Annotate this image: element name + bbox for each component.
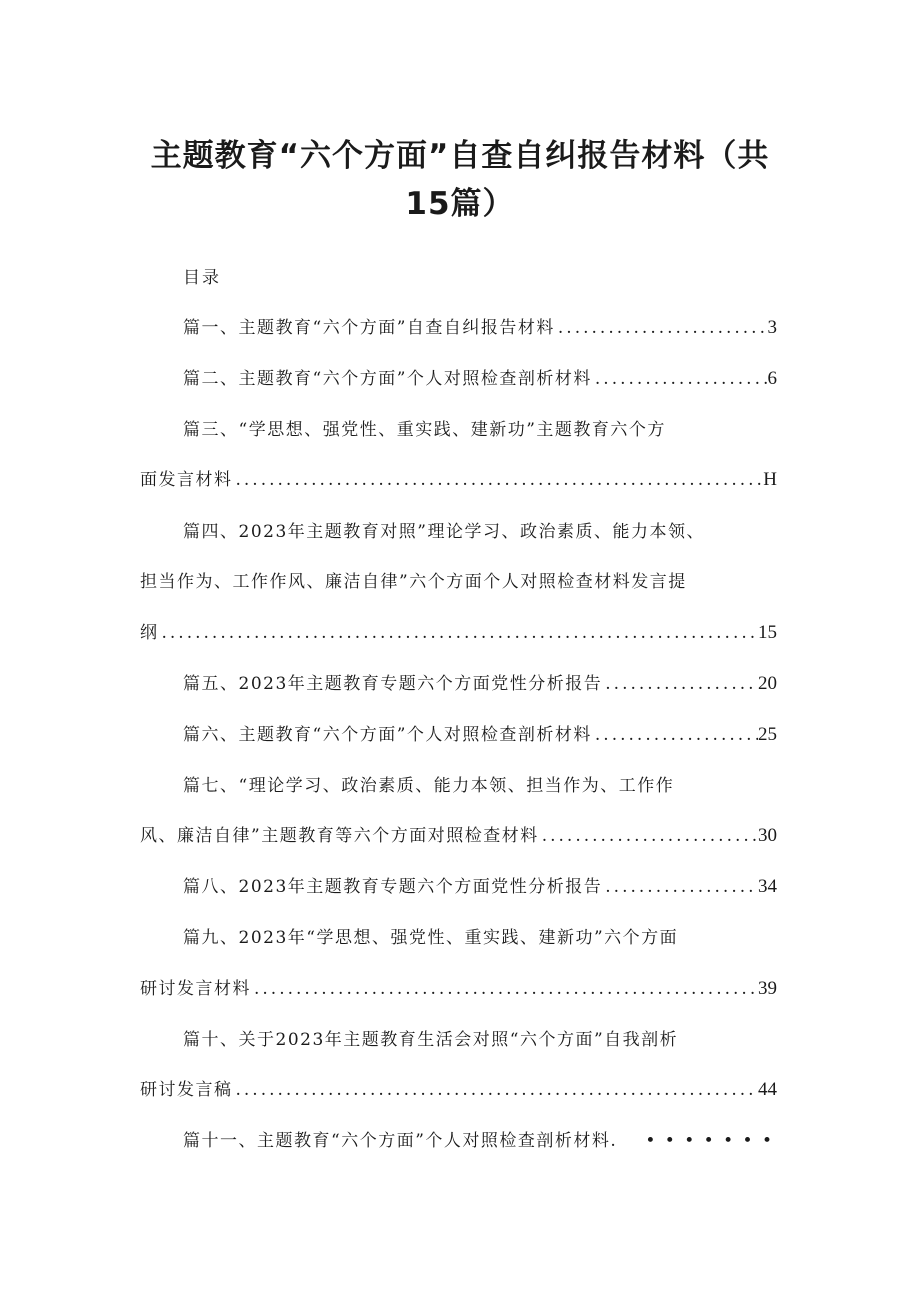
toc-entry-4-line-2[interactable]	[140, 567, 777, 597]
toc-page-number: 39	[758, 978, 777, 999]
toc-entry-3-line-1[interactable]	[183, 415, 777, 445]
toc-entry-text: 担当作为、工作作风、廉洁自律”六个方面个人对照检查材料发言提	[140, 572, 687, 592]
toc-entry-3-line-2[interactable]	[140, 465, 777, 495]
toc-entry-text: 篇四、2023年主题教育对照”理论学习、政治素质、能力本领、	[183, 522, 705, 542]
toc-entry-text: 篇三、“学思想、强党性、重实践、建新功”主题教育六个方	[183, 420, 666, 440]
leader-dots	[592, 725, 758, 745]
toc-page-number: 25	[758, 724, 777, 745]
toc-page-number: 30	[758, 825, 777, 846]
toc-entry-text: 研讨发言材料	[140, 979, 251, 999]
toc-entry-text: 风、廉洁自律”主题教育等六个方面对照检查材料	[140, 826, 539, 846]
toc-page-number: 20	[758, 673, 777, 694]
leader-dots	[233, 470, 764, 490]
title-line-2: 15篇）	[405, 186, 515, 222]
toc-entry-text: 篇一、主题教育“六个方面”自查自纠报告材料	[183, 318, 555, 338]
toc-page-number: 6	[767, 368, 777, 389]
toc-page-number: 3	[767, 317, 777, 338]
leader-dots	[617, 1131, 777, 1151]
toc-entry-text: 篇六、主题教育“六个方面”个人对照检查剖析材料	[183, 725, 592, 745]
leader-dots	[592, 369, 768, 389]
toc-entry-7-line-2[interactable]	[140, 821, 777, 851]
toc-entry-11[interactable]	[183, 1126, 777, 1156]
leader-dots	[159, 623, 759, 643]
toc-entry-8[interactable]	[183, 872, 777, 902]
toc-entry-10-line-1[interactable]	[183, 1025, 777, 1055]
leader-dots	[251, 979, 758, 999]
toc-entry-7-line-1[interactable]	[183, 771, 777, 801]
toc-entry-text: 篇九、2023年“学思想、强党性、重实践、建新功”六个方面	[183, 928, 679, 948]
toc-entry-text: 纲	[140, 623, 159, 643]
toc-entry-5[interactable]	[183, 669, 777, 699]
toc-entry-text: 篇五、2023年主题教育专题六个方面党性分析报告	[183, 674, 603, 694]
toc-entry-9-line-1[interactable]	[183, 923, 777, 953]
toc-entry-text: 篇八、2023年主题教育专题六个方面党性分析报告	[183, 877, 603, 897]
toc-entry-1[interactable]	[183, 313, 777, 343]
toc-entry-9-line-2[interactable]	[140, 974, 777, 1004]
leader-dots	[233, 1080, 759, 1100]
toc-entry-4-line-3[interactable]	[140, 618, 777, 648]
document-title	[0, 132, 920, 228]
toc-page-number: H	[763, 469, 777, 490]
toc-entry-4-line-1[interactable]	[183, 517, 777, 547]
toc-entry-6[interactable]	[183, 720, 777, 750]
toc-page-number: 15	[758, 622, 777, 643]
leader-dots	[602, 877, 758, 897]
toc-entry-text: 篇七、“理论学习、政治素质、能力本领、担当作为、工作作	[183, 776, 675, 796]
toc-entry-text: 研讨发言稿	[140, 1080, 233, 1100]
toc-entry-2[interactable]	[183, 364, 777, 394]
toc-entry-text: 面发言材料	[140, 470, 233, 490]
toc-entry-text: 篇十、关于2023年主题教育生活会对照“六个方面”自我剖析	[183, 1030, 679, 1050]
leader-dots	[555, 318, 768, 338]
leader-dots	[539, 826, 758, 846]
toc-entry-10-line-2[interactable]	[140, 1075, 777, 1105]
leader-dots	[602, 674, 758, 694]
toc-page-number: 34	[758, 876, 777, 897]
toc-page-number: 44	[758, 1079, 777, 1100]
title-line-1: 主题教育“六个方面”自查自纠报告材料（共	[150, 138, 770, 174]
toc-heading: 目录	[183, 268, 221, 288]
toc-entry-text: 篇十一、主题教育“六个方面”个人对照检查剖析材料.	[183, 1131, 618, 1151]
toc-entry-text: 篇二、主题教育“六个方面”个人对照检查剖析材料	[183, 369, 592, 389]
